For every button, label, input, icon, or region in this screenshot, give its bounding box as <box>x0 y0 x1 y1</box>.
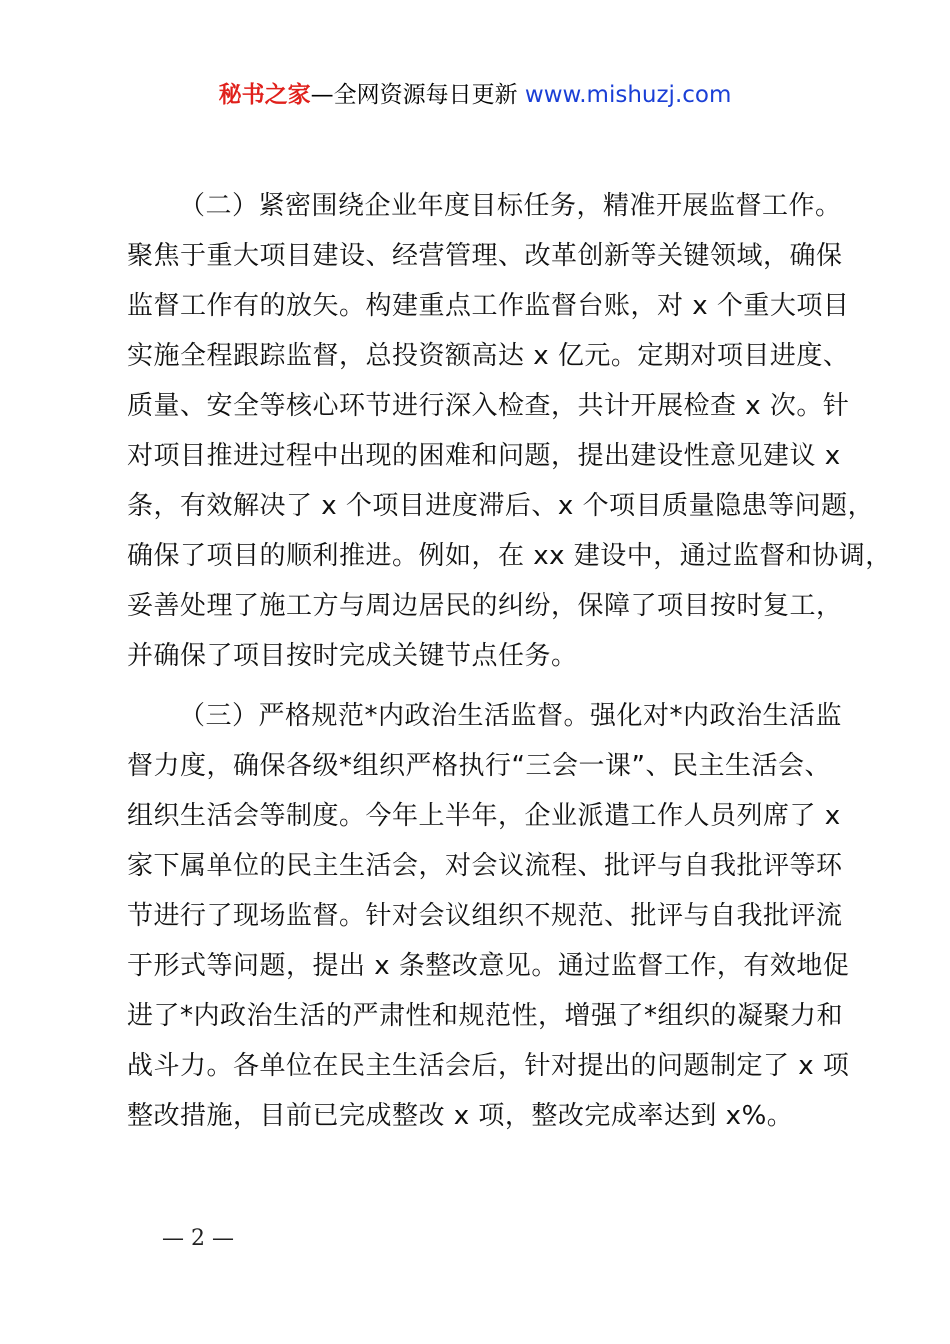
paragraph-line: 整改措施，目前已完成整改 x 项，整改完成率达到 x%。 <box>127 1101 794 1131</box>
paragraph-line: 并确保了项目按时完成关键节点任务。 <box>127 641 578 671</box>
paragraph-line: 家下属单位的民主生活会，对会议流程、批评与自我批评等环 <box>127 851 843 881</box>
paragraph-section-2 <box>127 181 892 681</box>
paragraph-line: 条，有效解决了 x 个项目进度滞后、x 个项目质量隐患等问题， <box>127 491 875 521</box>
paragraph-line: 组织生活会等制度。今年上半年，企业派遣工作人员列席了 x <box>127 801 841 831</box>
header-tagline: —全网资源每日更新 <box>310 82 518 108</box>
paragraph-line: 对项目推进过程中出现的困难和问题，提出建设性意见建议 x <box>127 441 841 471</box>
site-url-link[interactable]: www.mishuzj.com <box>524 82 732 108</box>
page-number: — 2 — <box>162 1226 234 1251</box>
paragraph-line: 妥善处理了施工方与周边居民的纠纷，保障了项目按时复工， <box>127 591 843 621</box>
site-header <box>0 80 950 110</box>
paragraph-line: 监督工作有的放矢。构建重点工作监督台账，对 x 个重大项目 <box>127 291 850 321</box>
brand-name: 秘书之家 <box>218 82 311 108</box>
paragraph-line: （三）严格规范*内政治生活监督。强化对*内政治生活监 <box>179 701 843 731</box>
paragraph-line: 战斗力。各单位在民主生活会后，针对提出的问题制定了 x 项 <box>127 1051 850 1081</box>
paragraph-line: 确保了项目的顺利推进。例如，在 xx 建设中，通过监督和协调， <box>127 541 892 571</box>
paragraph-line: 督力度，确保各级*组织严格执行“三会一课”、民主生活会、 <box>127 751 831 781</box>
paragraph-line: 进了*内政治生活的严肃性和规范性，增强了*组织的凝聚力和 <box>127 1001 844 1031</box>
paragraph-line: 质量、安全等核心环节进行深入检查，共计开展检查 x 次。针 <box>127 391 850 421</box>
paragraph-line: 节进行了现场监督。针对会议组织不规范、批评与自我批评流 <box>127 901 843 931</box>
paragraph-line: 于形式等问题，提出 x 条整改意见。通过监督工作，有效地促 <box>127 951 850 981</box>
paragraph-line: 实施全程跟踪监督，总投资额高达 x 亿元。定期对项目进度、 <box>127 341 850 371</box>
paragraph-line: 聚焦于重大项目建设、经营管理、改革创新等关键领域，确保 <box>127 241 843 271</box>
paragraph-line: （二）紧密围绕企业年度目标任务，精准开展监督工作。 <box>179 191 842 221</box>
paragraph-section-3 <box>127 691 849 1141</box>
